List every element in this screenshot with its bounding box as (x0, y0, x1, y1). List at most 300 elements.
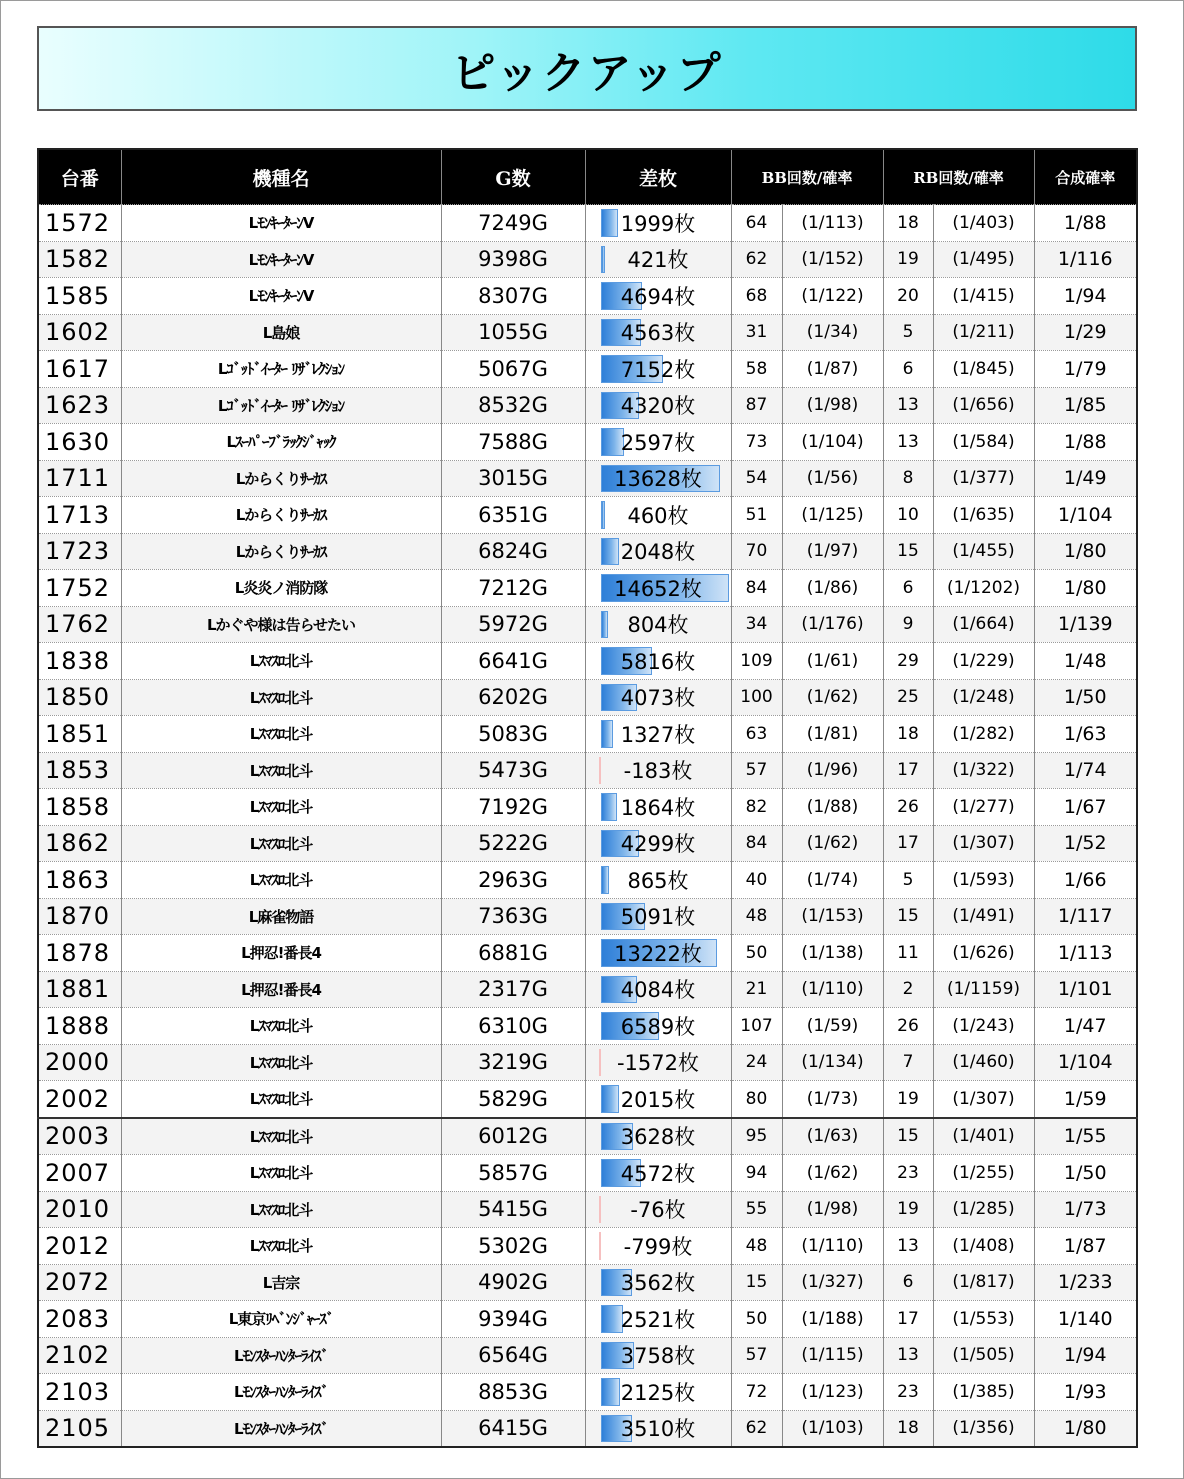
rb-probability-cell: (1/635) (933, 497, 1034, 534)
table-row (38, 789, 1137, 826)
bb-count-cell: 64 (731, 205, 782, 242)
machine-number-cell: 1838 (38, 643, 121, 680)
combined-probability-cell: 1/52 (1034, 825, 1137, 862)
bb-count-cell: 48 (731, 1228, 782, 1265)
rb-probability-cell: (1/403) (933, 205, 1034, 242)
combined-probability-cell: 1/117 (1034, 898, 1137, 935)
machine-number-cell: 1851 (38, 716, 121, 753)
rb-count-cell: 15 (883, 1118, 933, 1155)
bb-probability-cell: (1/125) (782, 497, 883, 534)
combined-probability-cell: 1/50 (1034, 1155, 1137, 1192)
bb-probability-cell: (1/122) (782, 278, 883, 315)
game-count-cell: 9398G (441, 241, 585, 278)
bb-count-cell: 82 (731, 789, 782, 826)
table-row (38, 351, 1137, 388)
rb-probability-cell: (1/491) (933, 898, 1034, 935)
bb-probability-cell: (1/59) (782, 1008, 883, 1045)
bb-count-cell: 72 (731, 1374, 782, 1411)
bb-probability-cell: (1/123) (782, 1374, 883, 1411)
bb-count-cell: 68 (731, 278, 782, 315)
coin-difference-cell (585, 862, 731, 899)
title-banner (37, 26, 1137, 111)
game-count-cell: 7192G (441, 789, 585, 826)
model-name-cell: Lｺﾞｯﾄﾞｲｰﾀｰ ﾘｻﾞﾚｸｼｮﾝ (121, 351, 441, 388)
model-name-cell: L島娘 (121, 314, 441, 351)
machine-number-cell: 1850 (38, 679, 121, 716)
game-count-cell: 7212G (441, 570, 585, 607)
coin-difference-value: 804枚 (627, 613, 689, 638)
coin-difference-value: 3758枚 (620, 1344, 696, 1369)
page-title: ピックアップ (451, 47, 723, 99)
bb-count-cell: 50 (731, 1301, 782, 1338)
bb-count-cell: 40 (731, 862, 782, 899)
rb-count-cell: 5 (883, 862, 933, 899)
coin-difference-value: 3510枚 (620, 1417, 696, 1442)
model-name-cell: L押忍!番長4 (121, 935, 441, 972)
bb-count-cell: 80 (731, 1081, 782, 1118)
machine-number-cell: 2105 (38, 1410, 121, 1447)
game-count-cell: 5857G (441, 1155, 585, 1192)
rb-probability-cell: (1/593) (933, 862, 1034, 899)
combined-probability-cell: 1/80 (1034, 570, 1137, 607)
header-rb: RB回数/確率 (883, 149, 1034, 205)
machine-number-cell: 2103 (38, 1374, 121, 1411)
model-name-cell: Lｽﾏｽﾛ北斗 (121, 716, 441, 753)
combined-probability-cell: 1/63 (1034, 716, 1137, 753)
bb-count-cell: 73 (731, 424, 782, 461)
coin-difference-value: 4073枚 (620, 686, 696, 711)
combined-probability-cell: 1/67 (1034, 789, 1137, 826)
game-count-cell: 5415G (441, 1191, 585, 1228)
rb-count-cell: 23 (883, 1155, 933, 1192)
rb-probability-cell: (1/385) (933, 1374, 1034, 1411)
coin-difference-cell (585, 241, 731, 278)
combined-probability-cell: 1/101 (1034, 971, 1137, 1008)
table-row (38, 679, 1137, 716)
coin-difference-value: 3562枚 (620, 1271, 696, 1296)
bb-probability-cell: (1/74) (782, 862, 883, 899)
bb-probability-cell: (1/88) (782, 789, 883, 826)
rb-probability-cell: (1/377) (933, 460, 1034, 497)
table-row (38, 1228, 1137, 1265)
table-row (38, 460, 1137, 497)
rb-count-cell: 29 (883, 643, 933, 680)
rb-count-cell: 13 (883, 387, 933, 424)
header-combined: 合成確率 (1034, 149, 1137, 205)
coin-difference-value: -183枚 (623, 759, 693, 784)
machine-number-cell: 1630 (38, 424, 121, 461)
table-row (38, 862, 1137, 899)
rb-probability-cell: (1/1159) (933, 971, 1034, 1008)
rb-count-cell: 15 (883, 533, 933, 570)
rb-count-cell: 18 (883, 716, 933, 753)
bb-probability-cell: (1/153) (782, 898, 883, 935)
coin-difference-value: -76枚 (630, 1198, 686, 1223)
machine-number-cell: 1878 (38, 935, 121, 972)
coin-difference-cell (585, 935, 731, 972)
table-row (38, 1337, 1137, 1374)
model-name-cell: Lからくりｻｰｶｽ (121, 533, 441, 570)
coin-difference-cell (585, 898, 731, 935)
game-count-cell: 6824G (441, 533, 585, 570)
bb-count-cell: 31 (731, 314, 782, 351)
table-row (38, 387, 1137, 424)
coin-difference-value: 5091枚 (620, 905, 696, 930)
model-name-cell: Lｽﾏｽﾛ北斗 (121, 1081, 441, 1118)
game-count-cell: 8853G (441, 1374, 585, 1411)
bb-probability-cell: (1/97) (782, 533, 883, 570)
model-name-cell: L麻雀物語 (121, 898, 441, 935)
rb-probability-cell: (1/322) (933, 752, 1034, 789)
coin-difference-cell (585, 1191, 731, 1228)
coin-difference-cell (585, 1228, 731, 1265)
bb-probability-cell: (1/81) (782, 716, 883, 753)
table-row (38, 752, 1137, 789)
bb-probability-cell: (1/152) (782, 241, 883, 278)
table-row (38, 1301, 1137, 1338)
rb-count-cell: 17 (883, 752, 933, 789)
combined-probability-cell: 1/85 (1034, 387, 1137, 424)
combined-probability-cell: 1/94 (1034, 1337, 1137, 1374)
rb-probability-cell: (1/356) (933, 1410, 1034, 1447)
machine-number-cell: 1888 (38, 1008, 121, 1045)
model-name-cell: Lｽﾏｽﾛ北斗 (121, 1228, 441, 1265)
coin-difference-cell (585, 1118, 731, 1155)
rb-probability-cell: (1/285) (933, 1191, 1034, 1228)
coin-difference-value: 13222枚 (614, 941, 702, 966)
game-count-cell: 7249G (441, 205, 585, 242)
game-count-cell: 5222G (441, 825, 585, 862)
rb-count-cell: 5 (883, 314, 933, 351)
coin-difference-cell (585, 1410, 731, 1447)
bb-probability-cell: (1/62) (782, 679, 883, 716)
coin-difference-cell (585, 1337, 731, 1374)
rb-count-cell: 6 (883, 570, 933, 607)
table-row (38, 1044, 1137, 1081)
coin-difference-value: 460枚 (627, 503, 689, 528)
machine-number-cell: 2102 (38, 1337, 121, 1374)
rb-count-cell: 19 (883, 241, 933, 278)
rb-probability-cell: (1/553) (933, 1301, 1034, 1338)
rb-probability-cell: (1/495) (933, 241, 1034, 278)
rb-count-cell: 17 (883, 1301, 933, 1338)
model-name-cell: Lからくりｻｰｶｽ (121, 460, 441, 497)
rb-count-cell: 19 (883, 1081, 933, 1118)
bb-probability-cell: (1/110) (782, 1228, 883, 1265)
model-name-cell: Lｽﾏｽﾛ北斗 (121, 825, 441, 862)
rb-probability-cell: (1/415) (933, 278, 1034, 315)
table-row (38, 716, 1137, 753)
bb-probability-cell: (1/113) (782, 205, 883, 242)
game-count-cell: 6012G (441, 1118, 585, 1155)
machine-number-cell: 2072 (38, 1264, 121, 1301)
bb-count-cell: 84 (731, 570, 782, 607)
rb-count-cell: 26 (883, 1008, 933, 1045)
machine-number-cell: 2083 (38, 1301, 121, 1338)
bb-count-cell: 63 (731, 716, 782, 753)
header-model-name: 機種名 (121, 149, 441, 205)
rb-count-cell: 15 (883, 898, 933, 935)
rb-probability-cell: (1/455) (933, 533, 1034, 570)
combined-probability-cell: 1/49 (1034, 460, 1137, 497)
bb-probability-cell: (1/86) (782, 570, 883, 607)
bb-probability-cell: (1/62) (782, 825, 883, 862)
rb-probability-cell: (1/282) (933, 716, 1034, 753)
machine-number-cell: 1617 (38, 351, 121, 388)
bb-probability-cell: (1/98) (782, 387, 883, 424)
game-count-cell: 8532G (441, 387, 585, 424)
bb-probability-cell: (1/138) (782, 935, 883, 972)
model-name-cell: Lｽﾏｽﾛ北斗 (121, 752, 441, 789)
rb-count-cell: 10 (883, 497, 933, 534)
combined-probability-cell: 1/140 (1034, 1301, 1137, 1338)
table-row (38, 497, 1137, 534)
rb-count-cell: 20 (883, 278, 933, 315)
coin-difference-value: -1572枚 (616, 1051, 700, 1076)
rb-probability-cell: (1/1202) (933, 570, 1034, 607)
game-count-cell: 3015G (441, 460, 585, 497)
table-row (38, 825, 1137, 862)
coin-difference-cell (585, 278, 731, 315)
game-count-cell: 3219G (441, 1044, 585, 1081)
header-bb: BB回数/確率 (731, 149, 883, 205)
coin-difference-cell (585, 1155, 731, 1192)
coin-difference-value: 4320枚 (620, 394, 696, 419)
game-count-cell: 9394G (441, 1301, 585, 1338)
model-name-cell: Lｽﾏｽﾛ北斗 (121, 1118, 441, 1155)
machine-number-cell: 2000 (38, 1044, 121, 1081)
coin-difference-value: 1864枚 (620, 795, 696, 820)
machine-number-cell: 1862 (38, 825, 121, 862)
combined-probability-cell: 1/50 (1034, 679, 1137, 716)
bb-count-cell: 95 (731, 1118, 782, 1155)
rb-count-cell: 18 (883, 205, 933, 242)
model-name-cell: Lｺﾞｯﾄﾞｲｰﾀｰ ﾘｻﾞﾚｸｼｮﾝ (121, 387, 441, 424)
combined-probability-cell: 1/94 (1034, 278, 1137, 315)
coin-difference-value: 865枚 (627, 868, 689, 893)
game-count-cell: 7363G (441, 898, 585, 935)
model-name-cell: LﾓﾝｷｰﾀｰﾝⅤ (121, 241, 441, 278)
table-row (38, 314, 1137, 351)
bb-probability-cell: (1/62) (782, 1155, 883, 1192)
coin-difference-value: 4572枚 (620, 1161, 696, 1186)
coin-difference-value: -799枚 (623, 1234, 693, 1259)
rb-count-cell: 6 (883, 351, 933, 388)
bb-count-cell: 100 (731, 679, 782, 716)
rb-count-cell: 8 (883, 460, 933, 497)
bb-count-cell: 51 (731, 497, 782, 534)
coin-difference-value: 14652枚 (614, 576, 702, 601)
game-count-cell: 6641G (441, 643, 585, 680)
rb-count-cell: 13 (883, 1337, 933, 1374)
rb-count-cell: 26 (883, 789, 933, 826)
bb-count-cell: 48 (731, 898, 782, 935)
game-count-cell: 5829G (441, 1081, 585, 1118)
coin-difference-cell (585, 497, 731, 534)
game-count-cell: 1055G (441, 314, 585, 351)
combined-probability-cell: 1/233 (1034, 1264, 1137, 1301)
coin-difference-cell (585, 606, 731, 643)
game-count-cell: 6415G (441, 1410, 585, 1447)
coin-difference-value: 2015枚 (620, 1087, 696, 1112)
rb-count-cell: 23 (883, 1374, 933, 1411)
coin-difference-value: 421枚 (627, 248, 689, 273)
model-name-cell: Lかぐや様は告らせたい (121, 606, 441, 643)
combined-probability-cell: 1/66 (1034, 862, 1137, 899)
game-count-cell: 6881G (441, 935, 585, 972)
model-name-cell: Lｽｰﾊﾟｰﾌﾞﾗｯｸｼﾞｬｯｸ (121, 424, 441, 461)
model-name-cell: Lｽﾏｽﾛ北斗 (121, 1155, 441, 1192)
bb-count-cell: 57 (731, 752, 782, 789)
machine-number-cell: 2007 (38, 1155, 121, 1192)
bb-count-cell: 109 (731, 643, 782, 680)
bb-count-cell: 15 (731, 1264, 782, 1301)
coin-difference-value: 4084枚 (620, 978, 696, 1003)
rb-count-cell: 19 (883, 1191, 933, 1228)
rb-count-cell: 25 (883, 679, 933, 716)
rb-count-cell: 6 (883, 1264, 933, 1301)
bb-probability-cell: (1/176) (782, 606, 883, 643)
game-count-cell: 5972G (441, 606, 585, 643)
bb-probability-cell: (1/73) (782, 1081, 883, 1118)
combined-probability-cell: 1/79 (1034, 351, 1137, 388)
model-name-cell: Lｽﾏｽﾛ北斗 (121, 643, 441, 680)
model-name-cell: Lｽﾏｽﾛ北斗 (121, 1044, 441, 1081)
bb-probability-cell: (1/104) (782, 424, 883, 461)
coin-difference-cell (585, 643, 731, 680)
bb-count-cell: 50 (731, 935, 782, 972)
machine-number-cell: 1870 (38, 898, 121, 935)
rb-count-cell: 17 (883, 825, 933, 862)
pickup-table (37, 148, 1138, 1448)
bb-count-cell: 87 (731, 387, 782, 424)
combined-probability-cell: 1/104 (1034, 1044, 1137, 1081)
coin-difference-value: 13628枚 (614, 467, 702, 492)
table-row (38, 1008, 1137, 1045)
coin-difference-cell (585, 1044, 731, 1081)
bb-probability-cell: (1/56) (782, 460, 883, 497)
machine-number-cell: 1711 (38, 460, 121, 497)
table-row (38, 1155, 1137, 1192)
model-name-cell: LﾓﾝｷｰﾀｰﾝⅤ (121, 278, 441, 315)
bb-probability-cell: (1/96) (782, 752, 883, 789)
coin-difference-value: 6589枚 (620, 1014, 696, 1039)
machine-number-cell: 1582 (38, 241, 121, 278)
table-row (38, 1374, 1137, 1411)
machine-number-cell: 1762 (38, 606, 121, 643)
combined-probability-cell: 1/88 (1034, 205, 1137, 242)
bb-count-cell: 34 (731, 606, 782, 643)
machine-number-cell: 1623 (38, 387, 121, 424)
bb-count-cell: 84 (731, 825, 782, 862)
combined-probability-cell: 1/55 (1034, 1118, 1137, 1155)
bb-probability-cell: (1/103) (782, 1410, 883, 1447)
game-count-cell: 6310G (441, 1008, 585, 1045)
combined-probability-cell: 1/87 (1034, 1228, 1137, 1265)
rb-probability-cell: (1/626) (933, 935, 1034, 972)
coin-difference-value: 4694枚 (620, 284, 696, 309)
rb-probability-cell: (1/664) (933, 606, 1034, 643)
coin-difference-value: 1327枚 (620, 722, 696, 747)
header-game-count: G数 (441, 149, 585, 205)
bb-probability-cell: (1/134) (782, 1044, 883, 1081)
bb-count-cell: 54 (731, 460, 782, 497)
machine-number-cell: 1585 (38, 278, 121, 315)
combined-probability-cell: 1/116 (1034, 241, 1137, 278)
combined-probability-cell: 1/73 (1034, 1191, 1137, 1228)
coin-difference-cell (585, 570, 731, 607)
coin-difference-cell (585, 351, 731, 388)
coin-difference-cell (585, 716, 731, 753)
combined-probability-cell: 1/104 (1034, 497, 1137, 534)
table-row (38, 570, 1137, 607)
combined-probability-cell: 1/74 (1034, 752, 1137, 789)
coin-difference-value: 4299枚 (620, 832, 696, 857)
coin-difference-value: 2048枚 (620, 540, 696, 565)
model-name-cell: L吉宗 (121, 1264, 441, 1301)
bb-probability-cell: (1/327) (782, 1264, 883, 1301)
rb-probability-cell: (1/845) (933, 351, 1034, 388)
table-row (38, 241, 1137, 278)
machine-number-cell: 1752 (38, 570, 121, 607)
machine-number-cell: 1863 (38, 862, 121, 899)
rb-probability-cell: (1/408) (933, 1228, 1034, 1265)
rb-count-cell: 13 (883, 424, 933, 461)
bb-probability-cell: (1/188) (782, 1301, 883, 1338)
coin-difference-value: 7152枚 (620, 357, 696, 382)
table-row (38, 205, 1137, 242)
table-body (38, 205, 1137, 1448)
bb-count-cell: 24 (731, 1044, 782, 1081)
game-count-cell: 2963G (441, 862, 585, 899)
game-count-cell: 2317G (441, 971, 585, 1008)
coin-difference-cell (585, 679, 731, 716)
coin-difference-cell (585, 971, 731, 1008)
bb-probability-cell: (1/98) (782, 1191, 883, 1228)
table-row (38, 1410, 1137, 1447)
bb-count-cell: 70 (731, 533, 782, 570)
rb-count-cell: 7 (883, 1044, 933, 1081)
rb-probability-cell: (1/460) (933, 1044, 1034, 1081)
coin-difference-cell (585, 1374, 731, 1411)
coin-difference-value: 3628枚 (620, 1125, 696, 1150)
coin-difference-cell (585, 1081, 731, 1118)
model-name-cell: Lﾓﾝｽﾀｰﾊﾝﾀｰﾗｲｽﾞ (121, 1410, 441, 1447)
coin-difference-value: 4563枚 (620, 321, 696, 346)
rb-probability-cell: (1/656) (933, 387, 1034, 424)
bb-count-cell: 107 (731, 1008, 782, 1045)
rb-probability-cell: (1/505) (933, 1337, 1034, 1374)
combined-probability-cell: 1/48 (1034, 643, 1137, 680)
rb-count-cell: 9 (883, 606, 933, 643)
model-name-cell: L押忍!番長4 (121, 971, 441, 1008)
model-name-cell: LﾓﾝｷｰﾀｰﾝⅤ (121, 205, 441, 242)
machine-number-cell: 1572 (38, 205, 121, 242)
machine-number-cell: 1713 (38, 497, 121, 534)
coin-difference-cell (585, 424, 731, 461)
game-count-cell: 6351G (441, 497, 585, 534)
combined-probability-cell: 1/80 (1034, 533, 1137, 570)
rb-probability-cell: (1/584) (933, 424, 1034, 461)
table-row (38, 971, 1137, 1008)
coin-difference-cell (585, 752, 731, 789)
rb-probability-cell: (1/307) (933, 825, 1034, 862)
coin-difference-cell (585, 1264, 731, 1301)
table-row (38, 643, 1137, 680)
rb-probability-cell: (1/817) (933, 1264, 1034, 1301)
rb-probability-cell: (1/243) (933, 1008, 1034, 1045)
model-name-cell: Lｽﾏｽﾛ北斗 (121, 679, 441, 716)
